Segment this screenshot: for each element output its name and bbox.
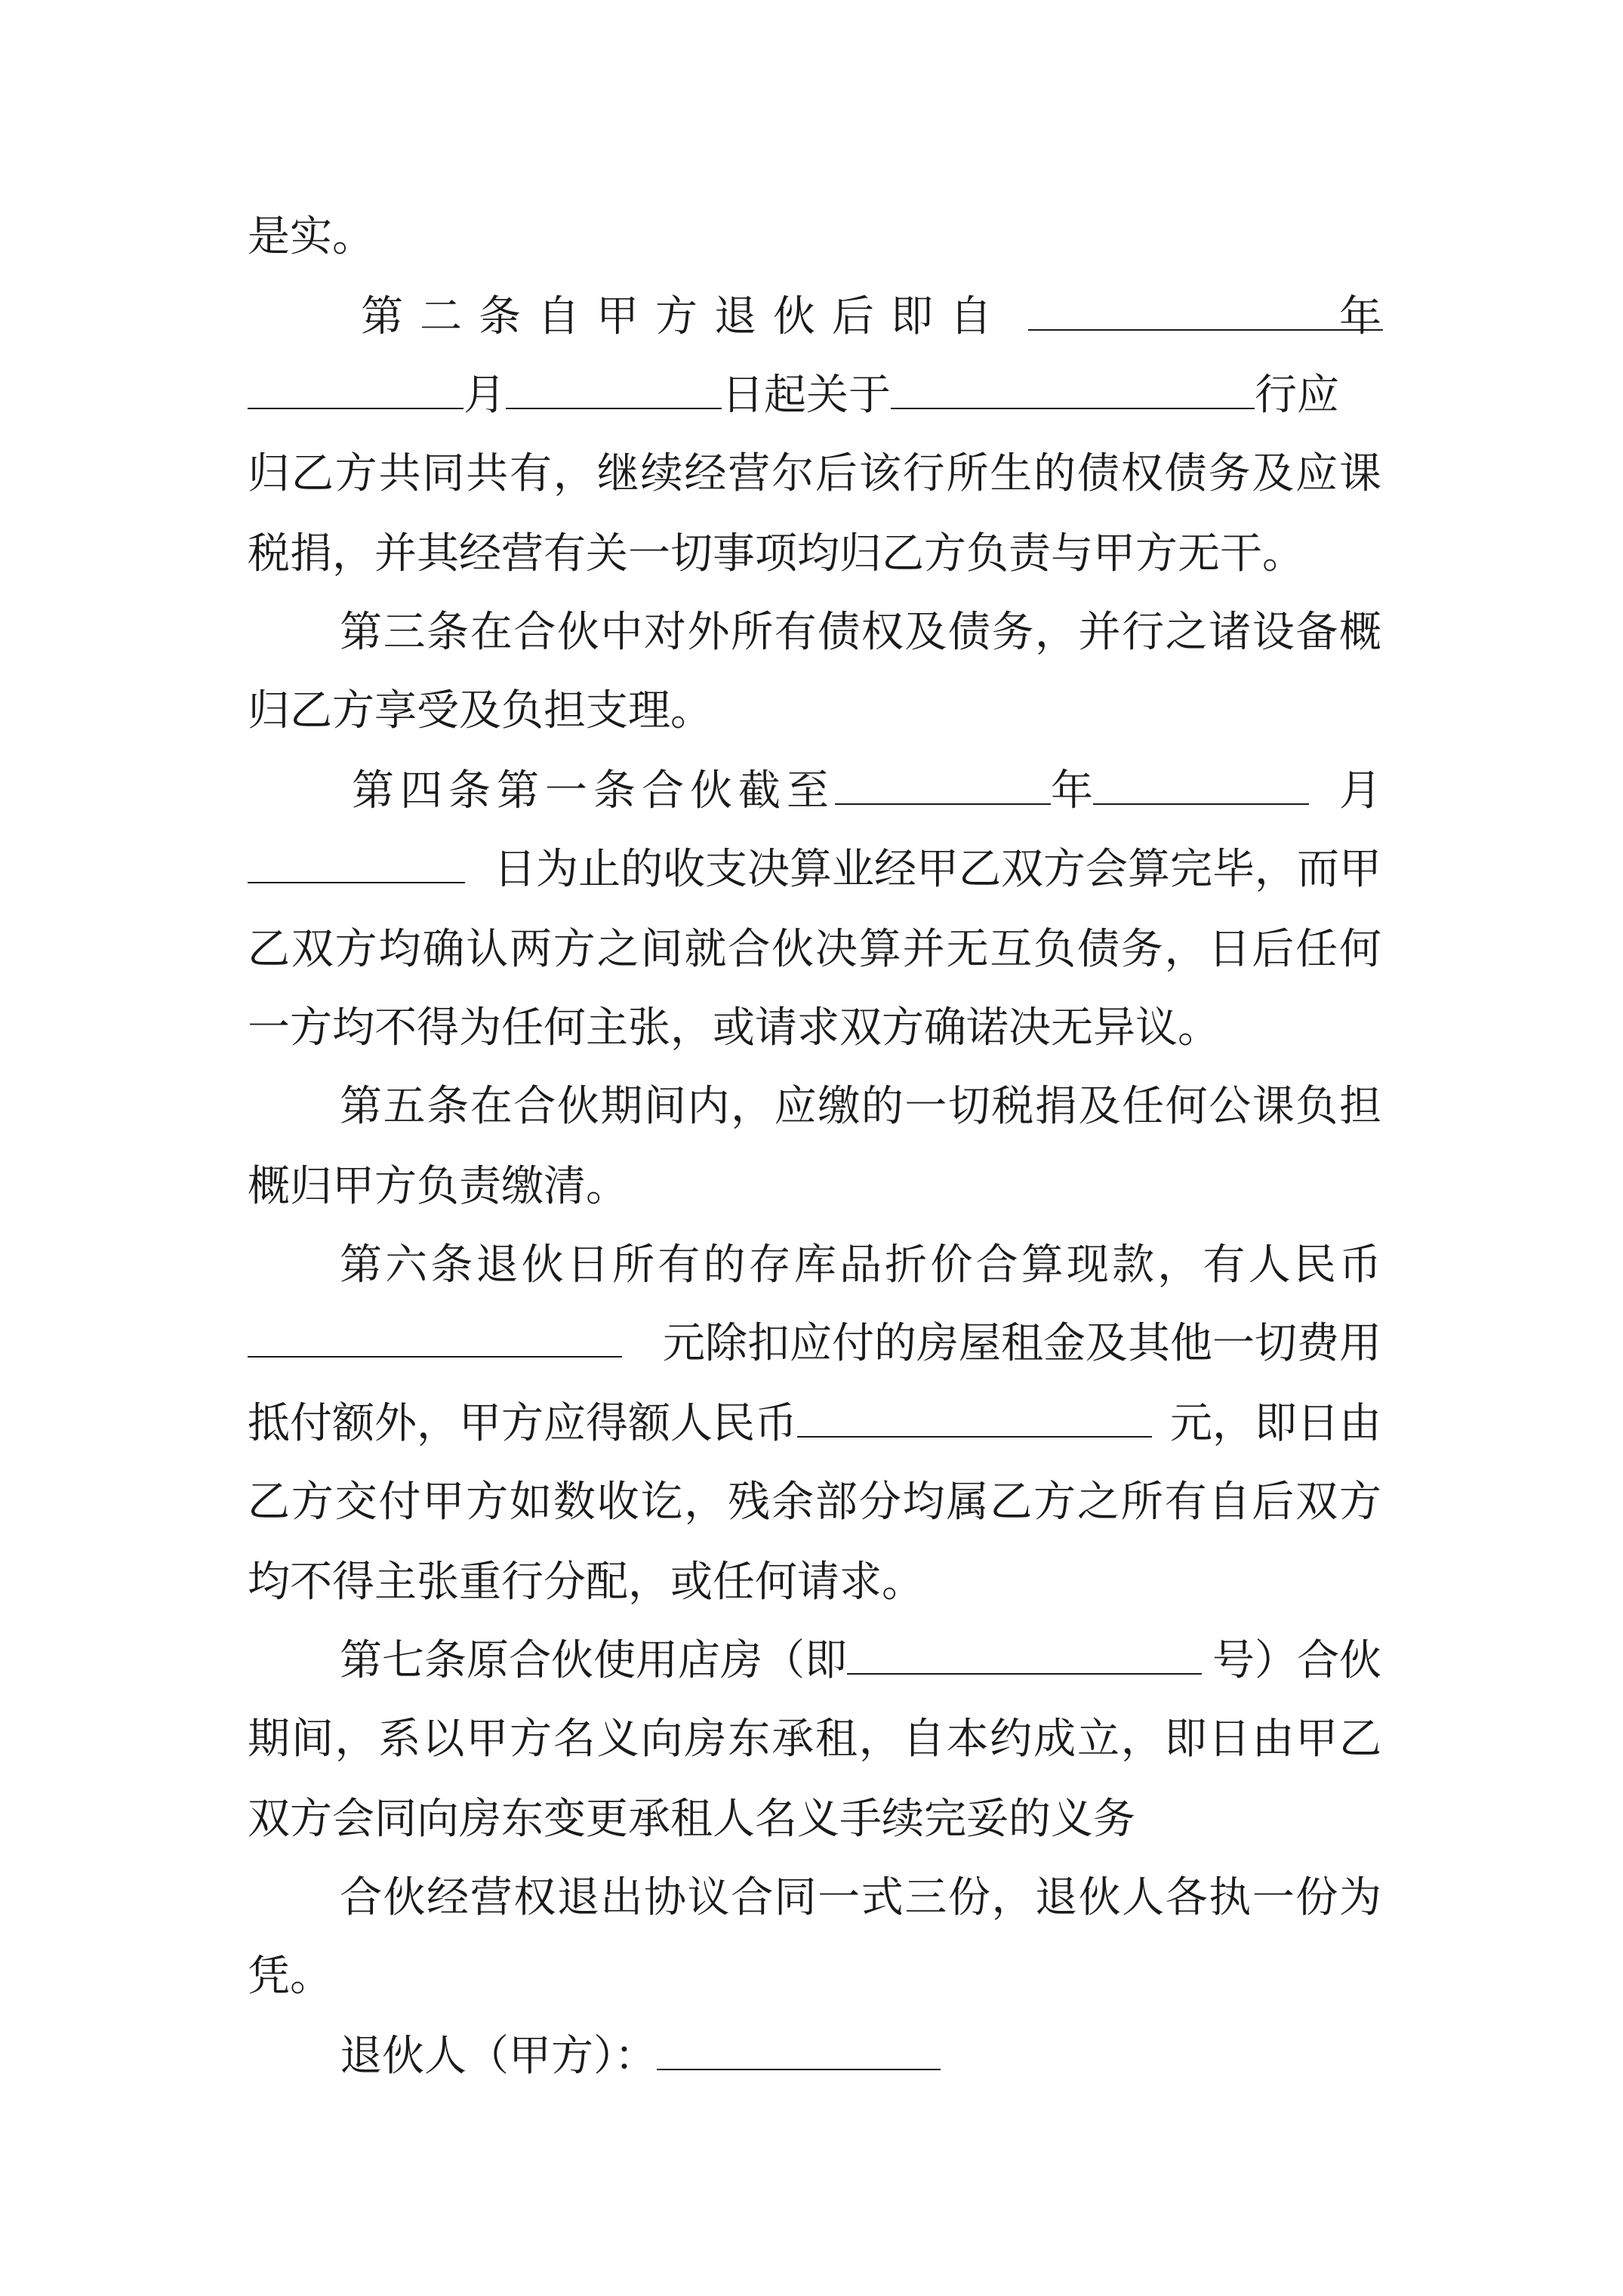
- blank-day[interactable]: [506, 359, 722, 409]
- blank-shop-number[interactable]: [847, 1625, 1202, 1675]
- blank-cutoff-year[interactable]: [835, 755, 1051, 805]
- article-4-line-4: 一方均不得为任何主张，或请求双方确诺决无异议。: [248, 1003, 1220, 1052]
- blank-cutoff-month[interactable]: [1093, 755, 1309, 805]
- article-2-line-2: 月 日起关于 行应: [248, 356, 1381, 435]
- article-3-line-2: 归乙方享受及负担支理。: [248, 686, 713, 735]
- article-4-line-2: 日为止的收支决算业经甲乙双方会算完毕，而甲: [248, 831, 1381, 909]
- article-3-line-1: 第三条在合伙中对外所有债权及债务，并行之诸设备概: [340, 608, 1381, 657]
- signature-label: 退伙人（甲方）：: [340, 2032, 657, 2081]
- blank-month[interactable]: [248, 359, 463, 409]
- article-7-line-1: 第七条原合伙使用店房（即 号）合伙: [340, 1622, 1381, 1700]
- signature-line: [340, 2017, 941, 2096]
- article-7-line-2: 期间，系以甲方名义向房东承租，自本约成立，即日由甲乙: [248, 1715, 1381, 1764]
- article-6-line-2: 元除扣应付的房屋租金及其他一切费用: [248, 1305, 1381, 1383]
- blank-cutoff-day[interactable]: [248, 834, 465, 883]
- article-6-line-4: 乙方交付甲方如数收讫，残余部分均属乙方之所有自后双方: [248, 1478, 1381, 1527]
- text-line-1: 是实。: [248, 212, 374, 261]
- article-6-line-3: 抵付额外，甲方应得额人民币 元，即日由: [248, 1385, 1381, 1463]
- article-2-line-4: 税捐，并其经营有关一切事项均归乙方负责与甲方无干。: [248, 529, 1304, 578]
- signature-field-party-a[interactable]: [657, 2020, 941, 2070]
- article-5-line-1: 第五条在合伙期间内，应缴的一切税捐及任何公课负担: [340, 1082, 1381, 1131]
- article-5-line-2: 概归甲方负责缴清。: [248, 1162, 628, 1211]
- blank-inventory-amount[interactable]: [248, 1308, 622, 1358]
- article-6-line-1: 第六条退伙日所有的存库品折价合算现款，有人民币: [340, 1240, 1381, 1290]
- article-2-line-1: 第二条自甲方退伙后即自 年: [361, 278, 1381, 356]
- article-7-line-3: 双方会同向房东变更承租人名义手续完妥的义务: [248, 1795, 1135, 1844]
- article-2-line-3: 归乙方共同共有，继续经营尔后该行所生的债权债务及应课: [248, 449, 1381, 498]
- article-6-line-5: 均不得主张重行分配，或任何请求。: [248, 1558, 924, 1607]
- article-4-line-1: 第四条第一条合伙截至 年 月: [352, 752, 1381, 831]
- blank-year[interactable]: [1028, 281, 1383, 331]
- blank-party-a-amount[interactable]: [797, 1388, 1152, 1438]
- closing-line-1: 合伙经营权退出协议合同一式三份，退伙人各执一份为: [340, 1873, 1381, 1922]
- blank-business-name[interactable]: [891, 359, 1255, 409]
- article-4-line-3: 乙双方均确认两方之间就合伙决算并无互负债务，日后任何: [248, 925, 1381, 974]
- closing-line-2: 凭。: [248, 1952, 332, 2001]
